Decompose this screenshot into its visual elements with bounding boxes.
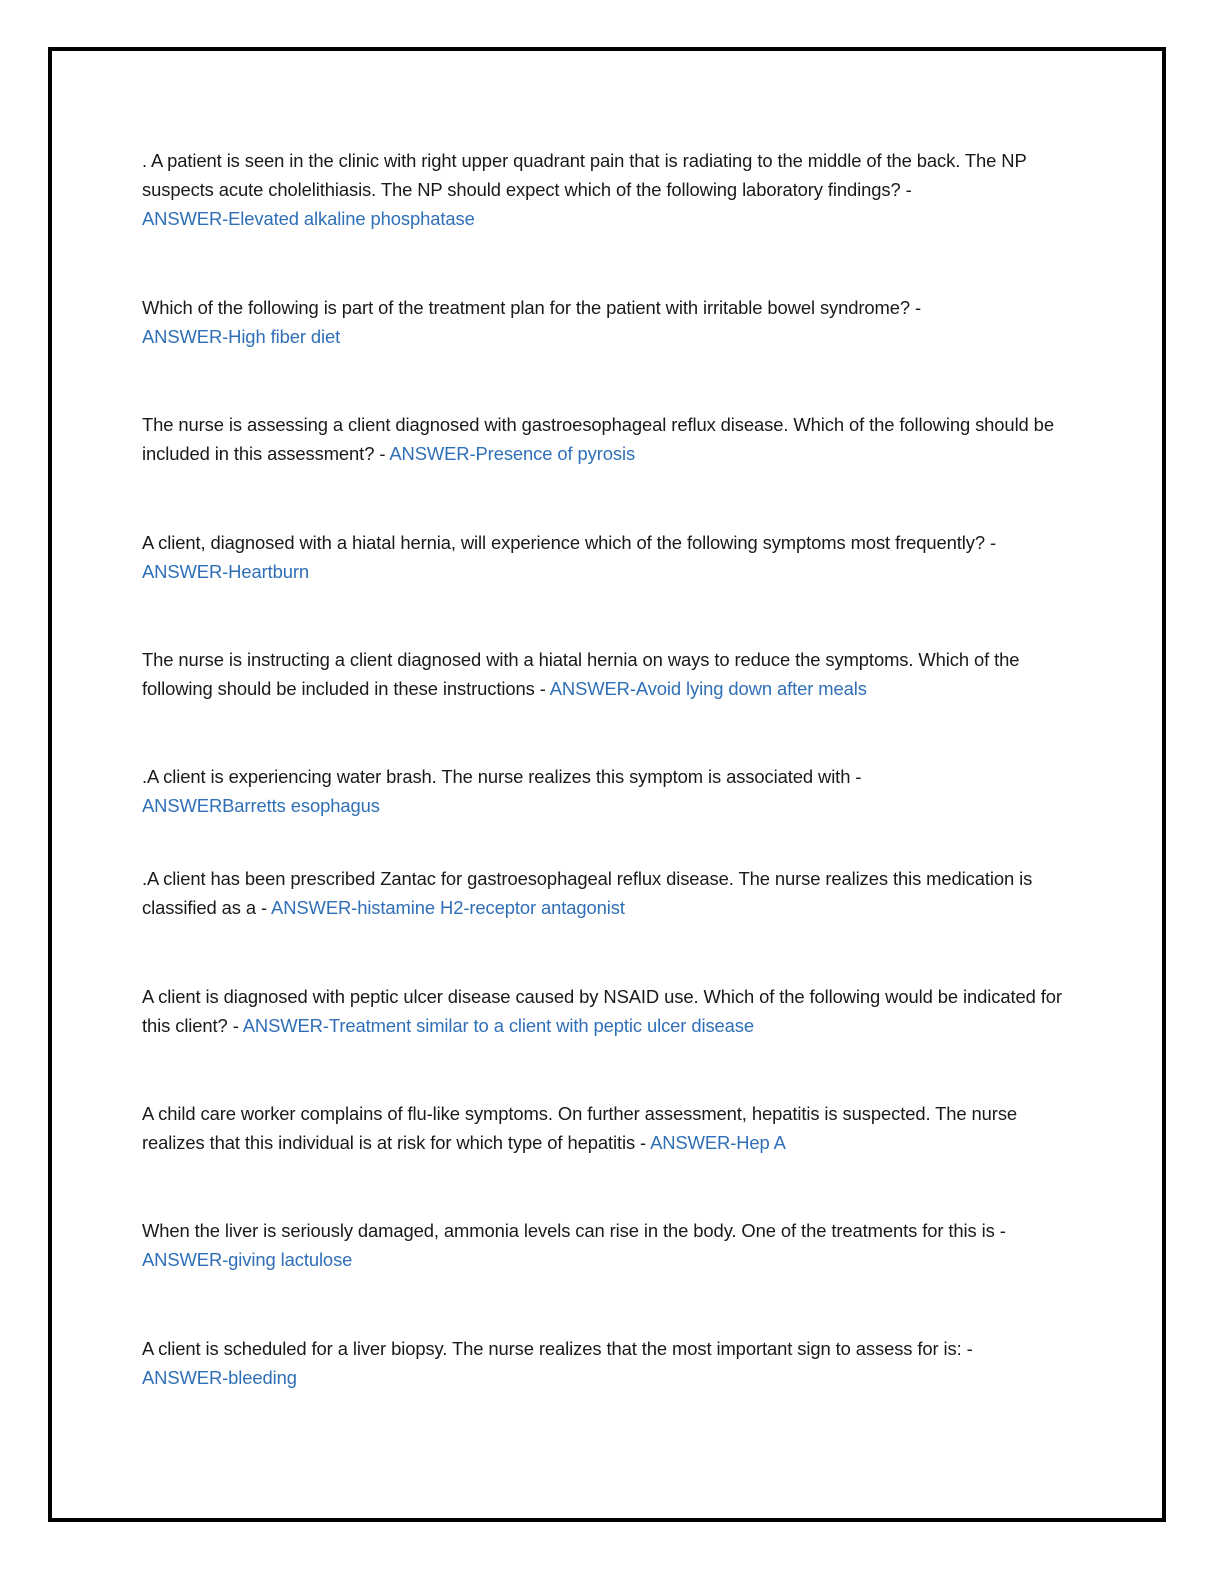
qa-item-8 (142, 982, 1077, 1040)
answer-text: ANSWER-Treatment similar to a client with peptic ulcer disease (242, 1015, 755, 1036)
answer-text: ANSWER-bleeding (142, 1367, 297, 1388)
answer-text: ANSWER-Elevated alkaline phosphatase (142, 208, 475, 229)
qa-item-7 (142, 864, 1077, 922)
question-text: A client, diagnosed with a hiatal hernia, will experience which of the following symptoms most frequently? - (142, 532, 997, 553)
answer-text: ANSWER-Heartburn (142, 561, 310, 582)
answer-text: ANSWERBarretts esophagus (142, 795, 380, 816)
answer-text: ANSWER-Hep A (650, 1132, 786, 1153)
qa-item-4 (142, 528, 1077, 586)
question-text: . A patient is seen in the clinic with right upper quadrant pain that is radiating to the middle of the back. The NP suspects acute cholelithiasis. The NP should expect which of the following laboratory findings? - (142, 150, 1027, 200)
qa-item-2 (142, 293, 1077, 351)
question-text: Which of the following is part of the treatment plan for the patient with irritable bowel syndrome? - (142, 297, 922, 318)
answer-text: ANSWER-Avoid lying down after meals (549, 678, 867, 699)
answer-text: ANSWER-High fiber diet (142, 326, 341, 347)
qa-item-3 (142, 410, 1077, 468)
question-text: The nurse is assessing a client diagnosed with gastroesophageal reflux disease. Which of the following should be included in this assessment? - (142, 414, 1054, 464)
qa-item-6 (142, 762, 1077, 820)
question-text: When the liver is seriously damaged, ammonia levels can rise in the body. One of the treatments for this is - (142, 1220, 1006, 1241)
question-text: The nurse is instructing a client diagnosed with a hiatal hernia on ways to reduce the symptoms. Which of the following should be included in these instructions - (142, 649, 1020, 699)
qa-item-1 (142, 146, 1077, 233)
question-text: A client is diagnosed with peptic ulcer disease caused by NSAID use. Which of the following would be indicated for this client? - (142, 986, 1062, 1036)
answer-text: ANSWER-giving lactulose (142, 1249, 353, 1270)
qa-item-10 (142, 1216, 1077, 1274)
qa-item-11 (142, 1334, 1077, 1392)
question-text: A child care worker complains of flu-like symptoms. On further assessment, hepatitis is suspected. The nurse realizes that this individual is at risk for which type of hepatitis - (142, 1103, 1018, 1153)
question-text: .A client is experiencing water brash. The nurse realizes this symptom is associated with - (142, 766, 862, 787)
question-text: .A client has been prescribed Zantac for gastroesophageal reflux disease. The nurse realizes this medication is classified as a - (142, 868, 1033, 918)
question-text: A client is scheduled for a liver biopsy. The nurse realizes that the most important sign to assess for is: - (142, 1338, 973, 1359)
answer-text: ANSWER-Presence of pyrosis (389, 443, 636, 464)
qa-item-5 (142, 645, 1077, 703)
qa-item-9 (142, 1099, 1077, 1157)
answer-text: ANSWER-histamine H2-receptor antagonist (271, 897, 625, 918)
